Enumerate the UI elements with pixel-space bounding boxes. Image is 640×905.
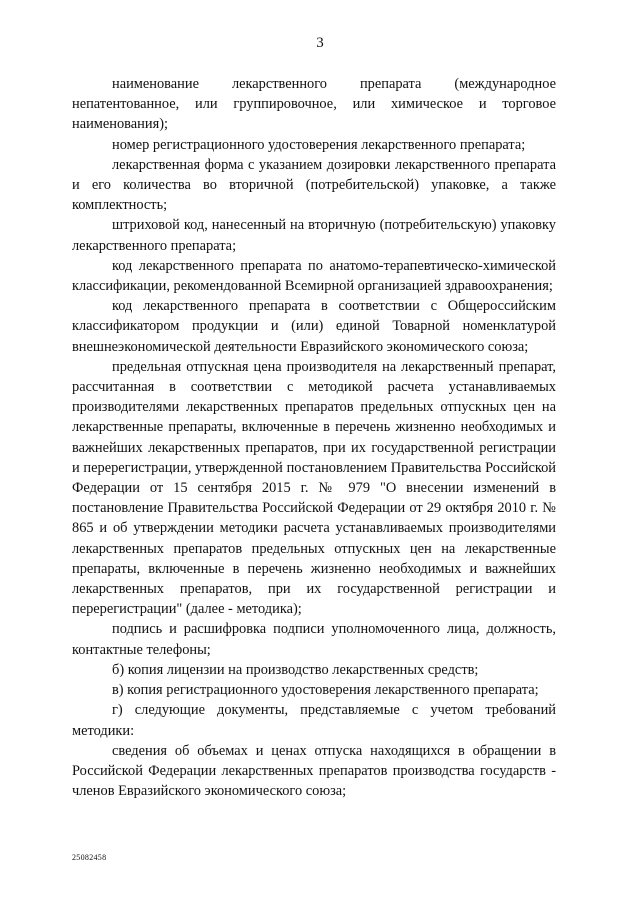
page-number: 3 xyxy=(316,35,324,51)
paragraph-documents: г) следующие документы, представляемые с учетом требований методики: xyxy=(72,702,556,739)
paragraph-license-copy: б) копия лицензии на производство лекарственных средств; xyxy=(112,661,479,678)
paragraph-signature: подпись и расшифровка подписи уполномоченного лица, должность, контактные телефоны; xyxy=(72,621,556,658)
paragraph-drug-name: наименование лекарственного препарата (международное непатентованное, или группировочное, или химическое и торговое наименования); xyxy=(72,76,556,133)
paragraph-registration-copy: в) копия регистрационного удостоверения лекарственного препарата; xyxy=(112,682,539,699)
document-body xyxy=(72,74,556,801)
paragraph-barcode: штриховой код, нанесенный на вторичную (потребительскую) упаковку лекарственного препарата; xyxy=(72,217,556,254)
paragraph-volume-price-info: сведения об объемах и ценах отпуска находящихся в обращении в Российской Федерации лекарственных препаратов производства государств - членов Евразийского экономического союза; xyxy=(72,742,556,800)
paragraph-registration-number: номер регистрационного удостоверения лекарственного препарата; xyxy=(112,136,526,153)
document-code: 25082458 xyxy=(72,853,107,862)
paragraph-dosage-form: лекарственная форма с указанием дозировки лекарственного препарата и его количества во вторичной (потребительской) упаковке, а также комплектность; xyxy=(72,156,556,214)
paragraph-max-price: предельная отпускная цена производителя на лекарственный препарат, рассчитанная в соответствии с методикой расчета устанавливаемых производителями лекарственных препаратов предельных отпускных цен на лекарственные препараты, включенные в перечень жизненно необходимых и важнейших лекарственных препаратов, при их государственной регистрации и перерегистрации, утвержденной постановлением Правительства Российской Федерации от 15 сентября 2015 г. № 979 "О внесении изменений в постановление Правительства Российской Федерации от 29 октября 2010 г. № 865 и об утверждении методики расчета устанавливаемых производителями лекарственных препаратов предельных отпускных цен на лекарственные препараты, включенные в перечень жизненно необходимых и важнейших лекарственных препаратов, при их государственной регистрации и перерегистрации" (далее - методика); xyxy=(72,358,556,618)
paragraph-product-classifier-code: код лекарственного препарата в соответствии с Общероссийским классификатором продукции и (или) единой Товарной номенклатурой внешнеэкономической деятельности Евразийского экономического союза; xyxy=(72,298,556,355)
paragraph-atc-code: код лекарственного препарата по анатомо-терапевтическо-химической классификации, рекомендованной Всемирной организацией здравоохранения; xyxy=(72,257,556,295)
